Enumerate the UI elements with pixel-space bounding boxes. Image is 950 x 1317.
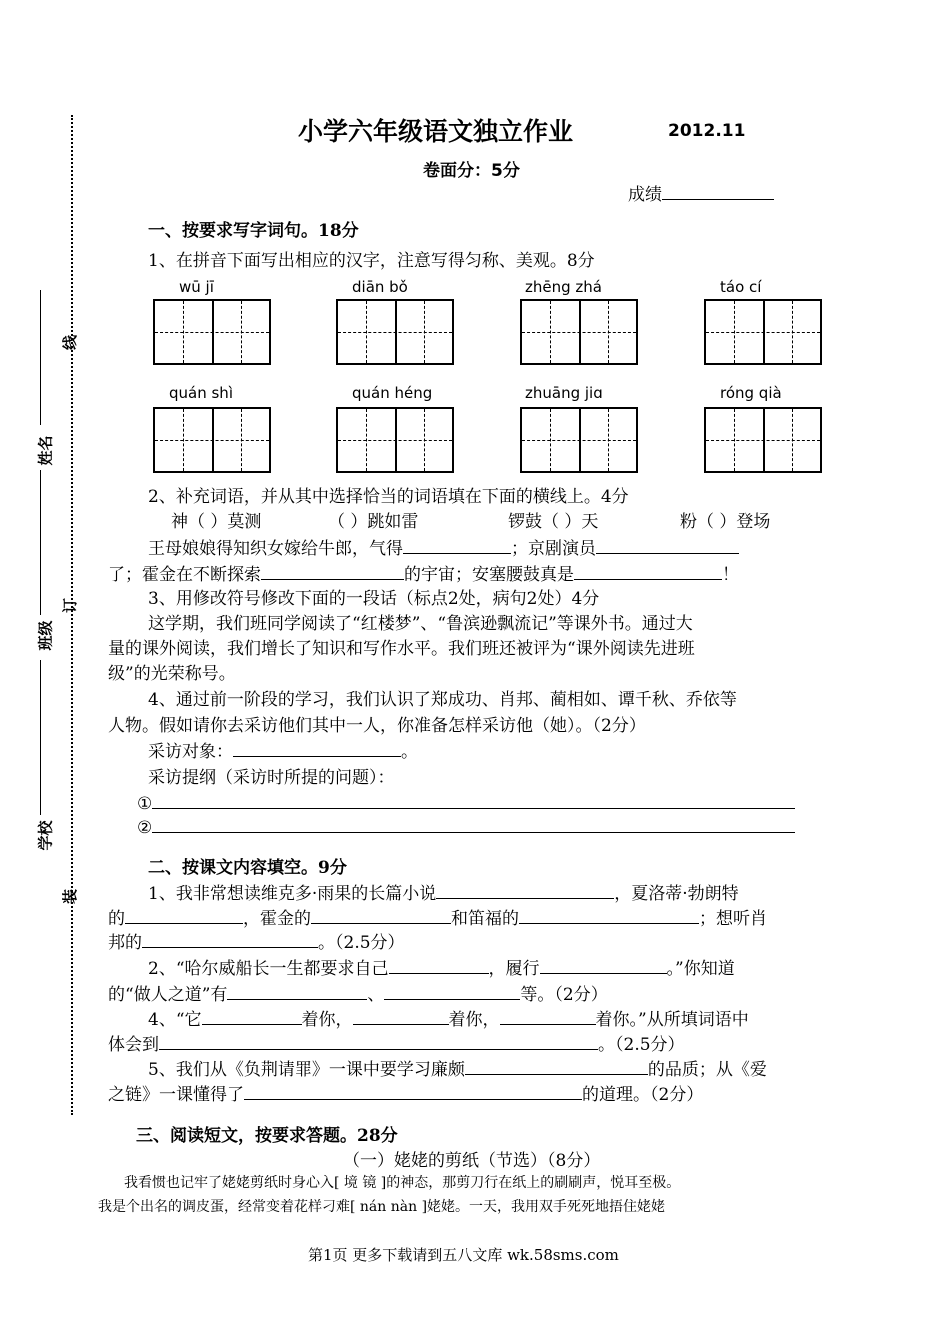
neatness-score: 卷面分：5分 (423, 161, 520, 181)
grade-blank[interactable] (662, 183, 774, 200)
passage-title: （一）姥姥的剪纸（节选）（8分） (343, 1151, 601, 1171)
pinyin-4: táo cí (720, 278, 762, 296)
pinyin-5: quán shì (169, 384, 233, 402)
fill-blank[interactable] (159, 1033, 598, 1050)
q3-line-2: 量的课外阅读，我们增长了知识和写作水平。我们班还被评为“课外阅读先进班 (108, 639, 695, 659)
pinyin-1: wū jī (179, 278, 214, 296)
school-label: 学校 (36, 820, 55, 851)
fill-blank[interactable] (500, 1008, 596, 1025)
fill-blank[interactable] (261, 563, 404, 580)
q2-word-1: 神（ ）莫测 (171, 512, 262, 532)
fill-blank[interactable] (389, 957, 489, 974)
q4-line-1: 4、通过前一阶段的学习，我们认识了郑成功、肖邦、蔺相如、谭千秋、乔依等 (148, 690, 737, 710)
fill-blank[interactable] (353, 1008, 449, 1025)
pinyin-6: quán héng (352, 384, 433, 402)
pinyin-7: zhuāng jiɑ (525, 384, 603, 402)
pinyin-8: róng qià (720, 384, 782, 402)
binding-dotted-line (71, 115, 73, 1115)
s2-q5-line-1: 5、我们从《负荆请罪》一课中要学习廉颇 的品质；从《爱 (148, 1060, 767, 1080)
s1-q2: 2、补充词语，并从其中选择恰当的词语填在下面的横线上。4分 (148, 487, 629, 507)
q2-word-4: 粉（ ）登场 (680, 512, 771, 532)
q4-line-2: 人物。假如请你去采访他们其中一人，你准备怎样采访他（她）。（2分） (108, 716, 646, 736)
s2-q1-line-1: 1、我非常想读维克多·雨果的长篇小说 ，夏洛蒂·勃朗特 (148, 884, 739, 904)
s1-q3: 3、用修改符号修改下面的一段话（标点2处，病句2处）4分 (148, 589, 600, 609)
fill-blank[interactable] (152, 792, 795, 809)
fill-blank[interactable] (227, 983, 367, 1000)
writing-grid[interactable] (704, 299, 822, 365)
s2-q1-line-2: 的 ，霍金的 和笛福的 ；想听肖 (108, 909, 767, 929)
writing-grid[interactable] (336, 407, 454, 473)
q3-line-3: 级”的光荣称号。 (108, 664, 236, 684)
fill-blank[interactable] (436, 882, 614, 899)
interview-target: 采访对象： 。 (148, 742, 418, 762)
grade-field (628, 183, 774, 207)
page-footer: 第1页 更多下载请到五八文库 wk.58sms.com (308, 1246, 619, 1264)
fill-blank[interactable] (125, 907, 243, 924)
fill-blank[interactable] (152, 816, 795, 833)
q2-line-1: 王母娘娘得知织女嫁给牛郎，气得 ；京剧演员 (148, 537, 739, 561)
writing-grid[interactable] (520, 299, 638, 365)
section2-heading: 二、按课文内容填空。9分 (148, 858, 347, 878)
fill-blank[interactable] (540, 957, 667, 974)
xian-label: 线 (61, 334, 80, 351)
page-title: 小学六年级语文独立作业 (298, 117, 574, 146)
date: 2012.11 (668, 121, 746, 141)
school-blank-line (40, 660, 41, 815)
fill-blank[interactable] (465, 1058, 648, 1075)
name-label: 姓名 (36, 435, 55, 466)
fill-blank[interactable] (202, 1008, 302, 1025)
fill-blank[interactable] (519, 907, 699, 924)
passage-line-1: 我看惯也记牢了姥姥剪纸时身心入[ 境 镜 ]的神态，那剪刀行在纸上的刷刷声，悦耳至极。 (124, 1175, 681, 1191)
q2-word-3: 锣鼓（ ）天 (508, 512, 599, 532)
s2-q2-line-2: 的“做人之道”有 、 等。（2分） (108, 985, 608, 1005)
writing-grid[interactable] (520, 407, 638, 473)
outline-line-1: ① (137, 792, 795, 816)
pinyin-3: zhēng zhá (525, 278, 602, 296)
writing-grid[interactable] (704, 407, 822, 473)
interview-outline: 采访提纲（采访时所提的问题）： (148, 768, 395, 788)
q2-word-2: （ ）跳如雷 (328, 512, 419, 532)
s2-q4-line-1: 4、“它 着你， 着你， 着你。”从所填词语中 (148, 1010, 749, 1030)
fill-blank[interactable] (384, 983, 520, 1000)
fill-blank[interactable] (244, 1083, 582, 1100)
class-blank-line (40, 470, 41, 615)
zhuang-label: 装 (61, 888, 80, 905)
s2-q4-line-2: 体会到 。（2.5分） (108, 1035, 685, 1055)
fill-blank[interactable] (142, 931, 318, 948)
class-label: 班级 (36, 620, 55, 651)
section3-heading: 三、阅读短文，按要求答题。28分 (136, 1126, 398, 1146)
grade-label: 成绩 (628, 185, 662, 205)
outline-line-2: ② (137, 816, 795, 840)
passage-line-2: 我是个出名的调皮蛋，经常变着花样刁难[ nán nàn ]姥姥。一天，我用双手死死地捂住姥姥 (98, 1199, 666, 1215)
writing-grid[interactable] (153, 299, 271, 365)
fill-blank[interactable] (311, 907, 451, 924)
writing-grid[interactable] (336, 299, 454, 365)
s2-q2-line-1: 2、“哈尔威船长一生都要求自己 ，履行 。”你知道 (148, 959, 735, 979)
name-blank-line (40, 290, 41, 425)
s1-q1: 1、在拼音下面写出相应的汉字，注意写得匀称、美观。8分 (148, 251, 595, 271)
s2-q5-line-2: 之链》一课懂得了 的道理。（2分） (108, 1085, 704, 1105)
q2-line-2: 了；霍金在不断探索 的宇宙；安塞腰鼓真是 ！ (108, 565, 739, 585)
fill-blank[interactable] (574, 563, 722, 580)
writing-grid[interactable] (153, 407, 271, 473)
s2-q1-line-3: 邦的 。（2.5分） (108, 933, 405, 953)
q3-line-1: 这学期，我们班同学阅读了“红楼梦”、“鲁滨逊飘流记”等课外书。通过大 (148, 614, 693, 634)
section1-heading: 一、按要求写字词句。18分 (148, 221, 359, 241)
ding-label: 订 (61, 597, 80, 614)
pinyin-2: diān bǒ (352, 278, 408, 296)
fill-blank[interactable] (403, 537, 511, 554)
fill-blank[interactable] (596, 537, 739, 554)
fill-blank[interactable] (233, 740, 401, 757)
